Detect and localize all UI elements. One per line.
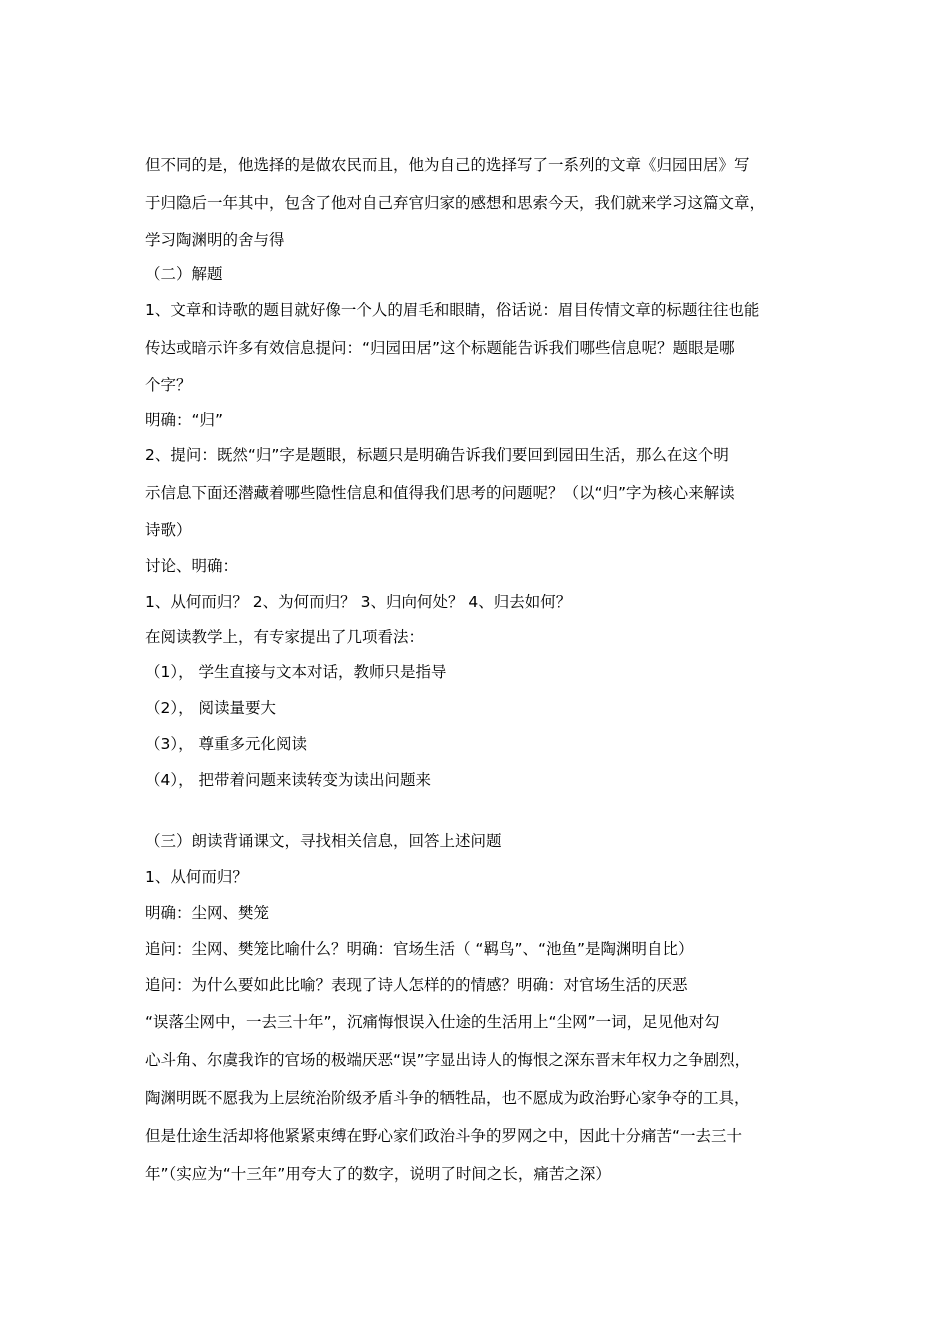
- text-line: 明确：尘网、樊笼: [145, 904, 270, 922]
- text-line: 2、提问：既然“归”字是题眼，标题只是明确告诉我们要回到园田生活，那么在这个明: [145, 446, 729, 464]
- text-line: 陶渊明既不愿我为上层统治阶级矛盾斗争的牺牲品，也不愿成为政治野心家争夺的工具，: [145, 1089, 750, 1107]
- text-line: 1、从何而归？ 2、为何而归？ 3、归向何处？ 4、归去如何？: [145, 593, 572, 611]
- text-line: 但是仕途生活却将他紧紧束缚在野心家们政治斗争的罗网之中，因此十分痛苦“一去三十: [145, 1127, 743, 1145]
- text-line: 讨论、明确：: [145, 557, 239, 575]
- text-line: 示信息下面还潜藏着哪些隐性信息和值得我们思考的问题呢？（以“归”字为核心来解读: [145, 484, 735, 502]
- section-heading: （三）朗读背诵课文，寻找相关信息，回答上述问题: [145, 832, 502, 850]
- text-line: 心斗角、尔虞我诈的官场的极端厌恶“误”字显出诗人的悔恨之深东晋末年权力之争剧烈，: [145, 1051, 751, 1069]
- text-line: 追问：为什么要如此比喻？表现了诗人怎样的的情感？明确：对官场生活的厌恶: [145, 976, 688, 994]
- text-line: 诗歌）: [145, 521, 192, 539]
- list-item: （1）， 学生直接与文本对话，教师只是指导: [145, 663, 447, 681]
- list-item: （4）， 把带着问题来读转变为读出问题来: [145, 771, 432, 789]
- text-line: 于归隐后一年其中，包含了他对自己弃官归家的感想和思索今天，我们就来学习这篇文章，: [145, 194, 766, 212]
- text-line: “误落尘网中，一去三十年”，沉痛悔恨误入仕途的生活用上“尘网”一词，足见他对勾: [145, 1013, 720, 1031]
- list-item: （2）， 阅读量要大: [145, 699, 277, 717]
- text-line: 学习陶渊明的舍与得: [145, 231, 285, 249]
- text-line: 1、从何而归？: [145, 868, 248, 886]
- text-line: 1、文章和诗歌的题目就好像一个人的眉毛和眼睛，俗话说：眉目传情文章的标题往往也能: [145, 301, 760, 319]
- text-line: 个字？: [145, 376, 192, 394]
- text-line: 在阅读教学上，有专家提出了几项看法：: [145, 628, 425, 646]
- text-line: 但不同的是，他选择的是做农民而且，他为自己的选择写了一系列的文章《归园田居》写: [145, 156, 750, 174]
- text-line: 传达或暗示许多有效信息提问：“归园田居”这个标题能告诉我们哪些信息呢？题眼是哪: [145, 339, 735, 357]
- list-item: （3）， 尊重多元化阅读: [145, 735, 308, 753]
- text-line: 追问：尘网、樊笼比喻什么？明确：官场生活（ “羁鸟”、“池鱼”是陶渊明自比）: [145, 940, 694, 958]
- text-line: 明确：“归”: [145, 411, 224, 429]
- text-line: 年”（实应为“十三年”用夸大了的数字，说明了时间之长，痛苦之深）: [145, 1165, 611, 1183]
- section-heading: （二）解题: [145, 265, 223, 283]
